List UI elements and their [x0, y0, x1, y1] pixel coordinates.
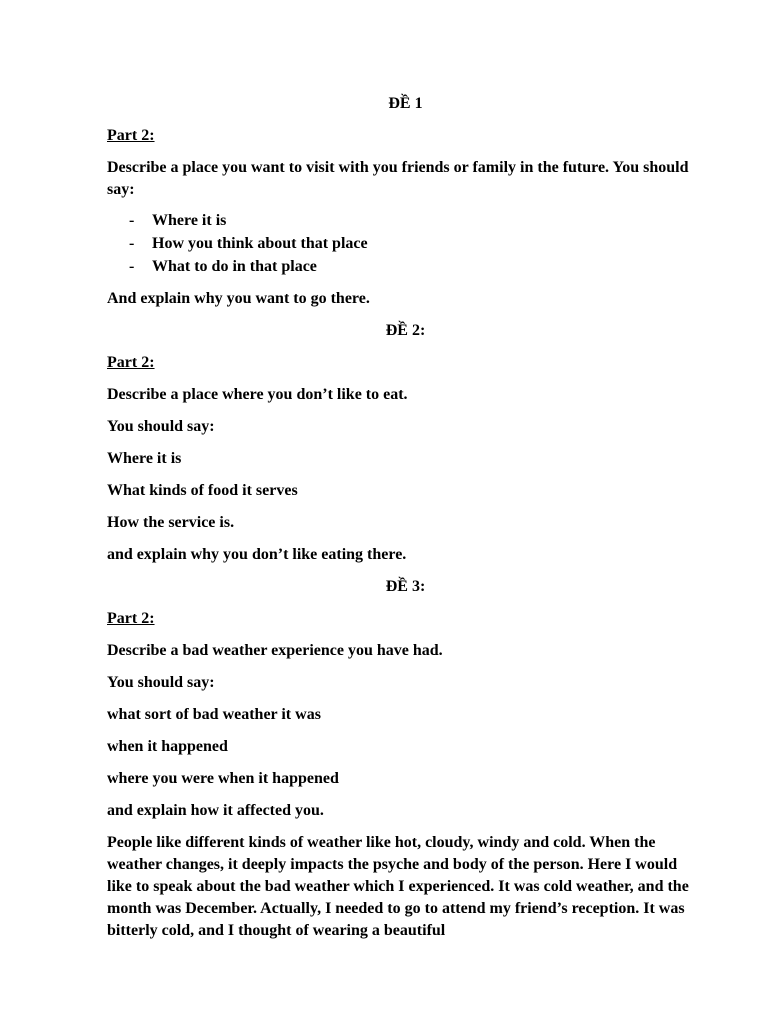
de3-line: Describe a bad weather experience you have had. [107, 642, 443, 659]
de2-part-heading [107, 352, 699, 374]
list-item [107, 232, 699, 255]
bullet-dash: - [129, 258, 135, 275]
list-item-text: What to do in that place [152, 258, 317, 275]
de3-answer-paragraph: People like different kinds of weather like hot, cloudy, windy and cold. When the weather changes, it deeply impacts the psyche and body of the person. Here I would like to speak about the bad weather which I experienced. It was cold weather, and the month was December. Actually, I needed to go to attend my friend’s reception. It was bitterly cold, and I thought of wearing a beautiful [107, 834, 689, 939]
de2-line: You should say: [107, 418, 215, 435]
de1-bullet-list [107, 209, 699, 278]
de3-line: when it happened [107, 738, 228, 755]
de1-part-label: Part 2: [107, 127, 155, 144]
de2-line: What kinds of food it serves [107, 482, 298, 499]
de1-closing: And explain why you want to go there. [107, 290, 370, 307]
de2-title: ĐỀ 2: [385, 322, 426, 339]
de2-part-label: Part 2: [107, 354, 155, 371]
list-item [107, 255, 699, 278]
de3-part-label: Part 2: [107, 610, 155, 627]
bullet-dash: - [129, 212, 135, 229]
de2-line: and explain why you don’t like eating there. [107, 546, 407, 563]
de2-line: How the service is. [107, 514, 235, 531]
de3-line: and explain how it affected you. [107, 802, 324, 819]
de3-title: ĐỀ 3: [385, 578, 426, 595]
bullet-dash: - [129, 235, 135, 252]
de1-prompt: Describe a place you want to visit with you friends or family in the future. You should say: [107, 159, 689, 198]
de2-line: Where it is [107, 450, 182, 467]
de3-line: what sort of bad weather it was [107, 706, 321, 723]
de3-part-heading [107, 608, 699, 630]
list-item-text: Where it is [152, 212, 227, 229]
de1-title: ĐỀ 1 [388, 95, 423, 112]
de3-line: You should say: [107, 674, 215, 691]
de1-part-heading [107, 125, 699, 147]
list-item [107, 209, 699, 232]
document-body [107, 93, 699, 952]
de3-line: where you were when it happened [107, 770, 339, 787]
list-item-text: How you think about that place [152, 235, 368, 252]
de2-line: Describe a place where you don’t like to eat. [107, 386, 408, 403]
